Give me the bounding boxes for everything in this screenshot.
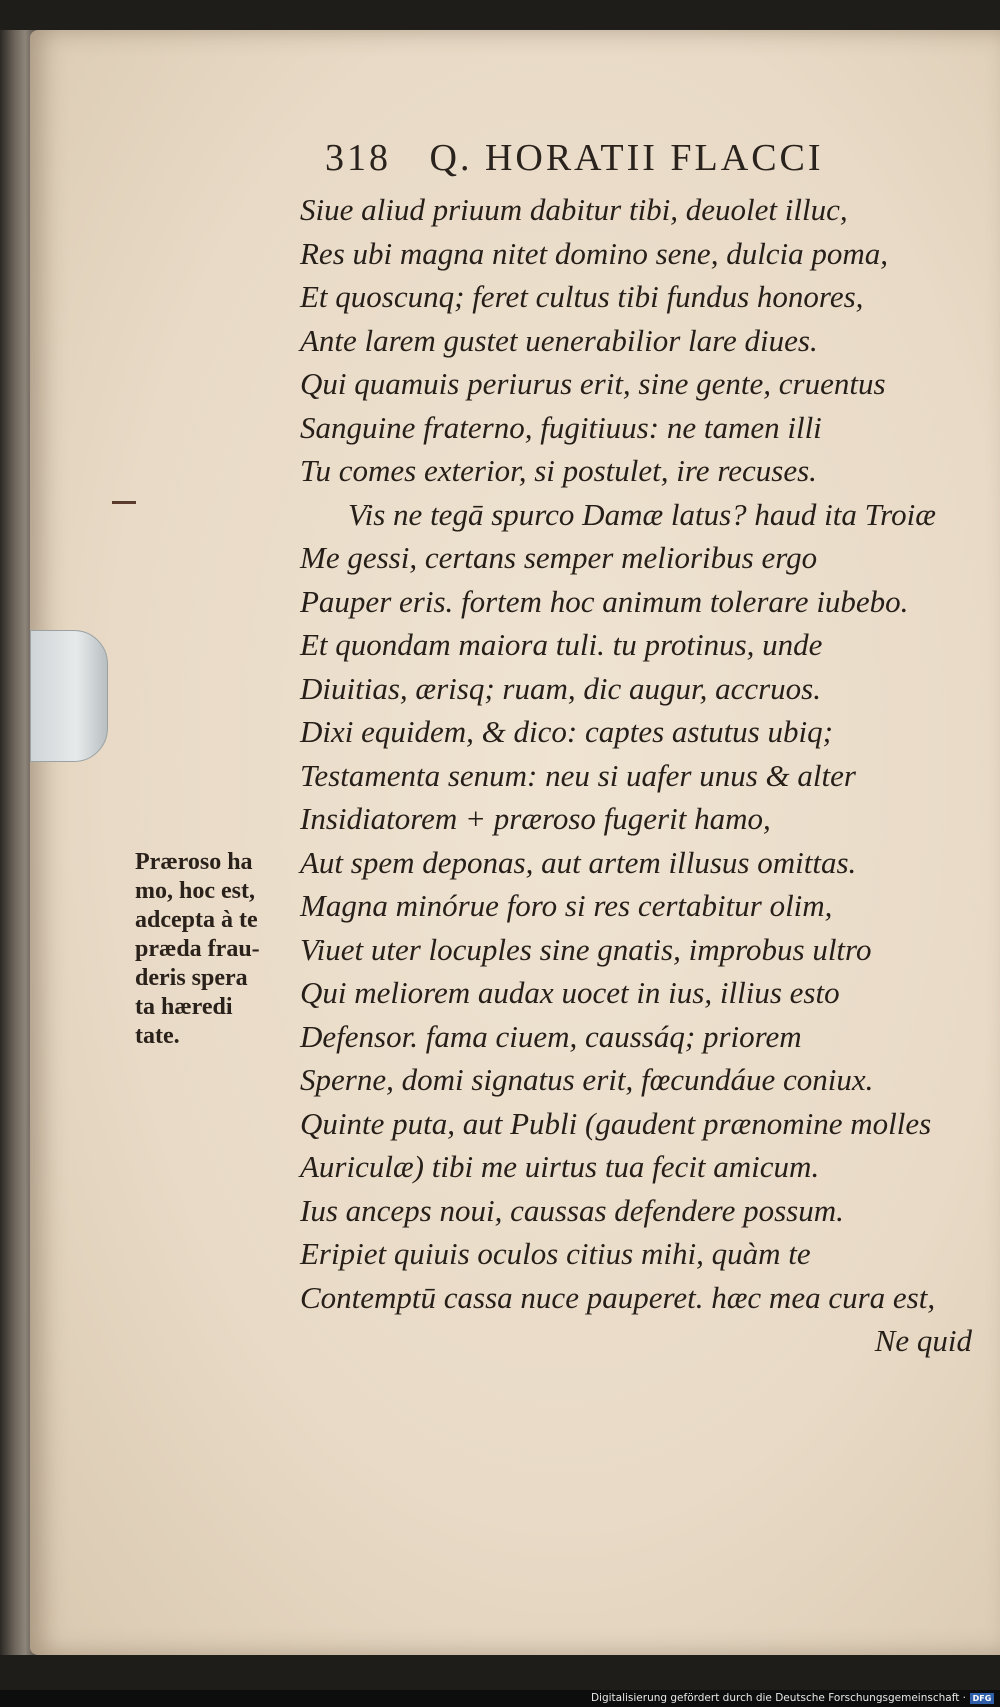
verse-line: Testamenta senum: neu si uafer unus & alter [300,757,856,793]
gloss-line: tate. [135,1023,180,1049]
verse-line: Eripiet quiuis oculos citius mihi, quàm te [300,1236,811,1271]
verse-line: Ante larem gustet uenerabilior lare diues. [300,322,818,358]
page-number: 318 [325,137,391,179]
verse-line: Sanguine fraterno, fugitiuus: ne tamen illi [300,409,822,445]
running-header [325,136,925,186]
gloss-line: adcepta à te [135,907,258,933]
verse-line: Aut spem deponas, aut artem illusus omittas. [300,844,857,880]
gloss-line: deris spera [135,965,248,991]
footer-credit: Digitalisierung gefördert durch die Deutsche Forschungsgemeinschaft · [590,1692,966,1704]
catchword: Ne quid [874,1323,972,1358]
running-title: Q. HORATII FLACCI [429,137,824,179]
verse-line: Diuitias, ærisq; ruam, dic augur, accruos. [300,670,821,706]
verse-text [300,188,1000,1363]
verse-line: Qui quamuis periurus erit, sine gente, cruentus [300,366,886,401]
verse-line: Magna minórue foro si res certabitur olim, [300,888,833,923]
verse-line: Pauper eris. fortem hoc animum tolerare iubebo. [300,583,909,619]
gloss-line: præda frau- [135,936,260,962]
verse-line: Sperne, domi signatus erit, fœcundáue coniux. [300,1062,874,1097]
marginal-gloss [135,848,295,1051]
digitization-footer [0,1690,1000,1707]
verse-line: Contemptū cassa nuce pauperet. hæc mea cura est, [300,1279,936,1315]
verse-line: Siue aliud priuum dabitur tibi, deuolet illuc, [300,192,848,227]
dfg-logo-icon: DFG [970,1693,994,1704]
verse-line: Quinte puta, aut Publi (gaudent prænomine molles [300,1105,932,1141]
verse-line: Dixi equidem, & dico: captes astutus ubiq; [300,714,833,749]
gloss-line: Præroso ha [135,849,253,875]
verse-line: Me gessi, certans semper melioribus ergo [300,540,818,575]
verse-line: Vis ne tegā spurco Damæ latus? haud ita Troiæ [348,496,936,532]
verse-line: Res ubi magna nitet domino sene, dulcia poma, [300,235,889,271]
gloss-line: ta hæredi [135,994,233,1020]
gloss-line: mo, hoc est, [135,878,255,904]
margin-dash [112,501,136,504]
verse-line: Insidiatorem + præroso fugerit hamo, [300,801,771,836]
verse-line: Qui meliorem audax uocet in ius, illius esto [300,975,840,1010]
verse-line: Viuet uter locuples sine gnatis, improbus ultro [300,931,872,967]
page-clip [30,630,108,762]
verse-line: Auriculæ) tibi me uirtus tua fecit amicum. [300,1149,820,1184]
verse-line: Et quoscunq; feret cultus tibi fundus honores, [300,279,864,314]
verse-line: Defensor. fama ciuem, caussáq; priorem [300,1018,802,1054]
verse-line: Tu comes exterior, si postulet, ire recuses. [300,453,817,488]
verse-line: Ius anceps noui, caussas defendere possum. [300,1192,844,1228]
verse-line: Et quondam maiora tuli. tu protinus, unde [300,627,823,662]
